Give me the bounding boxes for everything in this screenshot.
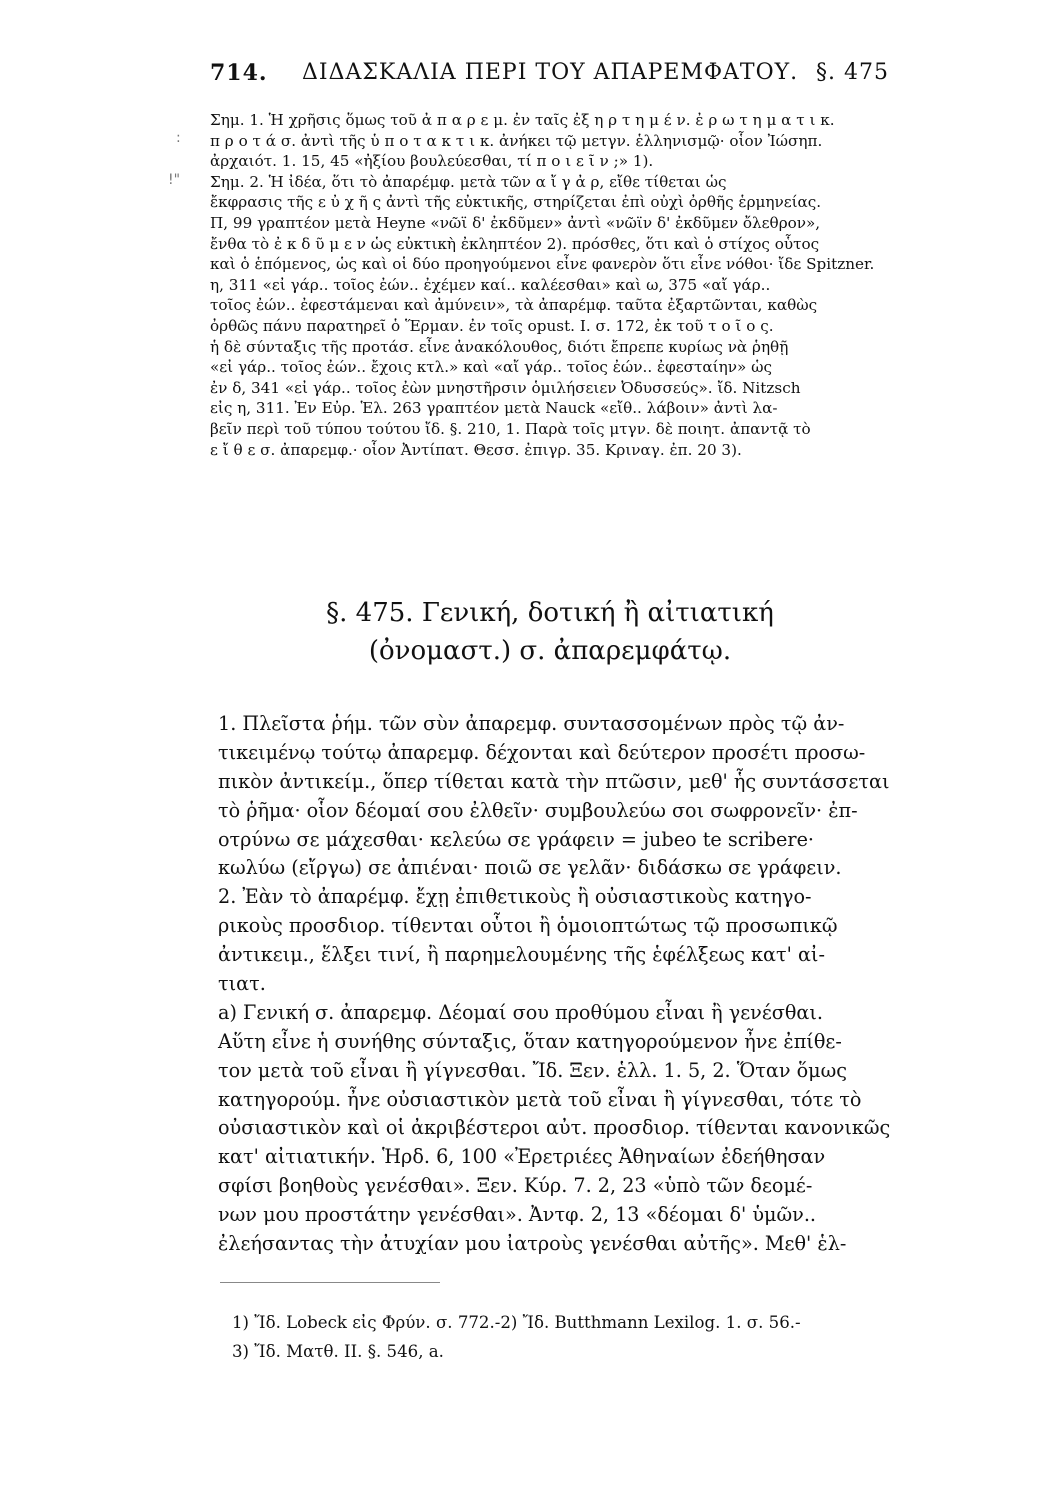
note-line: ἔκφρασις τῆς ε ὐ χ ῆ ς ἀντὶ τῆς εὐκτικῆς, στηρίζεται ἐπὶ οὐχὶ ὀρθῆς ἑρμηνείας. bbox=[210, 193, 822, 212]
note-line: Σημ. 1. Ἡ χρῆσις ὅμως τοῦ ἀ π α ρ ε μ. ἐν ταῖς ἐξ η ρ τ η μ έ ν. ἐ ρ ω τ η μ α τ ι κ. bbox=[210, 111, 835, 129]
notes-block bbox=[210, 110, 920, 460]
body-line: νων μου προστάτην γενέσθαι». Ἀντφ. 2, 13 «δέομαι δ' ὑμῶν.. bbox=[218, 1203, 817, 1227]
body-line: οτρύνω σε μάχεσθαι· κελεύω σε γράφειν = jubeo te scribere· bbox=[218, 827, 815, 851]
note-line: ἔνθα τὸ ἐ κ δ ῦ μ ε ν ὡς εὐκτικὴ ἐκληπτέον 2). πρόσθες, ὅτι καὶ ὁ στίχος οὗτος bbox=[210, 234, 820, 253]
note-line: η, 311 «εἰ γάρ.. τοῖος ἐών.. ἐχέμεν καί.. καλέεσθαι» καὶ ω, 375 «αἴ γάρ.. bbox=[210, 275, 771, 294]
body-line: 1. Πλεῖστα ῥήμ. τῶν σὺν ἀπαρεμφ. συντασσομένων πρὸς τῷ ἀν- bbox=[218, 712, 845, 735]
body-line: ἐλεήσαντας τὴν ἀτυχίαν μου ἰατροὺς γενέσθαι αὐτῆς». Μεθ' ἑλ- bbox=[218, 1232, 847, 1256]
body-line: τικειμένῳ τούτῳ ἀπαρεμφ. δέχονται καὶ δεύτερον προσέτι προσω- bbox=[218, 740, 866, 764]
footnotes bbox=[232, 1308, 922, 1366]
body-line: ἀντικειμ., ἕλξει τινί, ἢ παρημελουμένης τῆς ἑφέλξεως κατ' αἰ- bbox=[218, 943, 825, 967]
note-line: Π, 99 γραπτέον μετὰ Heyne «νῶϊ δ' ἐκδῦμεν» ἀντὶ «νῶϊν δ' ἐκδῦμεν ὄλεθρον», bbox=[210, 213, 821, 232]
body-line: ρικοὺς προσδιορ. τίθενται οὗτοι ἢ ὁμοιοπτώτως τῷ προσωπικῷ bbox=[218, 914, 838, 938]
body-line: κατηγορούμ. ἦνε οὐσιαστικὸν μετὰ τοῦ εἶναι ἢ γίγνεσθαι, τότε τὸ bbox=[218, 1087, 862, 1111]
note-line: Σημ. 2. Ἡ ἰδέα, ὅτι τὸ ἀπαρέμφ. μετὰ τῶν α ἴ γ ἀ ρ, εἴθε τίθεται ὡς bbox=[210, 172, 727, 191]
note-line: ἀρχαιότ. 1. 15, 45 «ἠξίου βουλεύεσθαι, τί π ο ι ε ῖ ν ;» 1). bbox=[210, 152, 654, 171]
note-line: ὀρθῶς πάνυ παρατηρεῖ ὁ Ἕρμαν. ἐν τοῖς opust. I. σ. 172, ἐκ τοῦ τ ο ῖ ο ς. bbox=[210, 316, 774, 335]
section-heading-line-2: (ὀνομαστ.) σ. ἀπαρεμφάτῳ. bbox=[368, 636, 732, 666]
footnote-line: 1) Ἴδ. Lobeck εἰς Φρύν. σ. 772.-2) Ἴδ. Butthmann Lexilog. 1. σ. 56.- bbox=[232, 1313, 801, 1332]
body-line: τὸ ῥῆμα· οἷον δέομαί σου ἐλθεῖν· συμβουλεύω σοι σωφρονεῖν· ἐπ- bbox=[218, 798, 858, 822]
footnote-rule bbox=[220, 1282, 440, 1283]
note-line: εἰς η, 311. Ἐν Εὐρ. Ἑλ. 263 γραπτέον μετὰ Nauck «εἴθ.. λάβοιν» ἀντὶ λα- bbox=[210, 399, 778, 418]
body-line: τιατ. bbox=[218, 972, 266, 996]
running-title: ΔΙΔΑΣΚΑΛΙΑ ΠΕΡΙ ΤΟΥ ΑΠΑΡΕΜΦΑΤΟΥ. bbox=[302, 60, 799, 85]
footnote-line: 3) Ἴδ. Ματθ. II. §. 546, a. bbox=[232, 1342, 444, 1361]
body-line: πικὸν ἀντικείμ., ὅπερ τίθεται κατὰ τὴν πτῶσιν, μεθ' ἧς συντάσσεται bbox=[218, 769, 890, 793]
body-line: κατ' αἰτιατικήν. Ἡρδ. 6, 100 «Ἐρετριέες Ἀθηναίων ἐδεήθησαν bbox=[218, 1145, 826, 1169]
body-line: σφίσι βοηθοὺς γενέσθαι». Ξεν. Κύρ. 7. 2, 23 «ὑπὸ τῶν δεομέ- bbox=[218, 1174, 813, 1198]
note-line: ἡ δὲ σύνταξις τῆς προτάσ. εἶνε ἀνακόλουθος, διότι ἔπρεπε κυρίως νὰ ῥηθῇ bbox=[210, 337, 789, 356]
note-line: π ρ ο τ ά σ. ἀντὶ τῆς ὑ π ο τ α κ τ ι κ. ἀνήκει τῷ μετγν. ἑλληνισμῷ· οἷον Ἰώσηπ. bbox=[210, 131, 823, 150]
note-line: «εἰ γάρ.. τοῖος ἐών.. ἔχοις κτλ.» καὶ «αἴ γάρ.. τοῖος ἐών.. ἐφεσταίην» ὡς bbox=[210, 358, 772, 377]
margin-mark: !" bbox=[168, 172, 181, 188]
note-line: ἐν δ, 341 «εἰ γάρ.. τοῖος ἐὼν μνηστῆρσιν ὁμιλήσειεν Ὀδυσσεύς». ἴδ. Nitzsch bbox=[210, 378, 801, 397]
note-line: καὶ ὁ ἑπόμενος, ὡς καὶ οἱ δύο προηγούμενοι εἶνε φανερὸν ὅτι εἶνε νόθοι· ἴδε Spitzner. bbox=[210, 255, 875, 274]
page-number: 714. bbox=[210, 60, 268, 86]
note-line: βεῖν περὶ τοῦ τύπου τούτου ἴδ. §. 210, 1. Παρὰ τοῖς μτγν. δὲ ποιητ. ἀπαντᾷ τὸ bbox=[210, 419, 811, 438]
body-text bbox=[218, 710, 928, 1259]
margin-mark: : bbox=[176, 130, 181, 146]
body-line: a) Γενική σ. ἀπαρεμφ. Δέομαί σου προθύμου εἶναι ἢ γενέσθαι. bbox=[218, 1000, 823, 1024]
section-heading-line-1: §. 475. Γενική, δοτική ἢ αἰτιατική bbox=[326, 598, 774, 628]
note-line: τοῖος ἐών.. ἐφεστάμεναι καὶ ἀμύνειν», τὰ ἀπαρέμφ. ταῦτα ἐξαρτῶνται, καθὼς bbox=[210, 296, 818, 315]
running-header bbox=[210, 60, 910, 92]
body-line: τον μετὰ τοῦ εἶναι ἢ γίγνεσθαι. Ἴδ. Ξεν. ἑλλ. 1. 5, 2. Ὅταν ὅμως bbox=[218, 1058, 847, 1082]
body-line: κωλύω (εἴργω) σε ἀπιέναι· ποιῶ σε γελᾶν· διδάσκω σε γράφειν. bbox=[218, 856, 842, 880]
note-line: ε ἴ θ ε σ. ἀπαρεμφ.· οἷον Ἀντίπατ. Θεσσ. ἐπιγρ. 35. Κριναγ. ἐπ. 20 3). bbox=[210, 440, 742, 459]
body-line: οὐσιαστικὸν καὶ οἱ ἀκριβέστεροι αὐτ. προσδιορ. τίθενται κανονικῶς bbox=[218, 1116, 891, 1140]
body-line: Αὕτη εἶνε ἡ συνήθης σύνταξις, ὅταν κατηγορούμενον ἦνε ἐπίθε- bbox=[218, 1029, 842, 1053]
section-number: §. 475 bbox=[816, 60, 889, 85]
body-line: 2. Ἐὰν τὸ ἀπαρέμφ. ἔχῃ ἐπιθετικοὺς ἢ οὐσιαστικοὺς κατηγο- bbox=[218, 885, 812, 909]
